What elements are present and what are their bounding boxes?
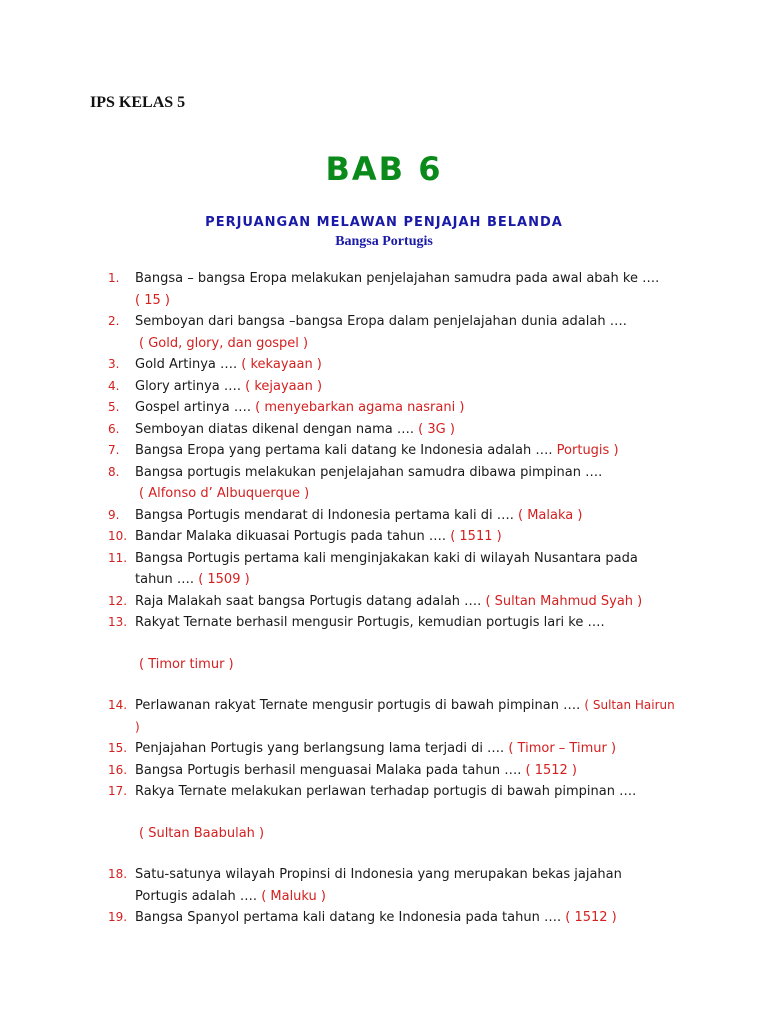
question-text: Bangsa Portugis mendarat di Indonesia pertama kali di …. <box>135 507 514 523</box>
question-item <box>108 738 678 760</box>
question-text: Glory artinya …. <box>135 378 241 394</box>
question-text: Semboyan diatas dikenal dengan nama …. <box>135 421 415 437</box>
question-text: Bangsa Portugis berhasil menguasai Malaka pada tahun …. <box>135 762 522 778</box>
question-answer: ( 1512 ) <box>525 762 577 778</box>
question-answer: ( 3G ) <box>418 421 455 437</box>
question-number: 11. <box>108 550 128 565</box>
question-item <box>108 907 678 929</box>
question-item <box>108 864 678 907</box>
question-number: 12. <box>108 593 128 608</box>
question-number: 8. <box>108 464 120 479</box>
question-number: 1. <box>108 271 120 285</box>
question-text: Penjajahan Portugis yang berlangsung lama terjadi di …. <box>135 741 505 756</box>
question-text: Raja Malakah saat bangsa Portugis datang adalah …. <box>135 593 482 609</box>
question-number: 15. <box>108 741 128 755</box>
question-item <box>108 376 678 398</box>
question-text: Perlawanan rakyat Ternate mengusir portugis di bawah pimpinan …. <box>135 698 581 713</box>
question-number: 2. <box>108 314 120 328</box>
question-number: 16. <box>108 762 128 777</box>
question-text: Bangsa portugis melakukan penjelajahan samudra dibawa pimpinan …. <box>135 464 603 480</box>
question-text: Bangsa Spanyol pertama kali datang ke Indonesia pada tahun …. <box>135 910 562 925</box>
question-answer: ( Timor timur ) <box>139 656 234 672</box>
question-item <box>108 440 678 462</box>
question-text: Gospel artinya …. <box>135 400 251 415</box>
question-answer: ( 1511 ) <box>450 529 502 544</box>
question-number: 13. <box>108 615 128 629</box>
question-answer: ( Sultan Baabulah ) <box>139 825 265 841</box>
question-text: Satu-satunya wilayah Propinsi di Indonesia yang merupakan bekas jajahan Portugis adalah …. <box>135 867 622 904</box>
question-number: 4. <box>108 378 120 393</box>
question-text: Bangsa Eropa yang pertama kali datang ke Indonesia adalah …. <box>135 443 553 458</box>
question-answer: ( Gold, glory, dan gospel ) <box>139 335 309 351</box>
question-number: 17. <box>108 784 128 798</box>
question-text: Bandar Malaka dikuasai Portugis pada tahun …. <box>135 529 447 544</box>
question-number: 19. <box>108 910 128 924</box>
question-answer: ( menyebarkan agama nasrani ) <box>255 400 465 415</box>
question-answer: ( 1512 ) <box>565 910 617 925</box>
question-text: Bangsa Portugis pertama kali menginjakakan kaki di wilayah Nusantara pada tahun …. <box>135 550 638 587</box>
question-number: 7. <box>108 443 120 457</box>
question-number: 5. <box>108 400 120 414</box>
question-item <box>108 612 678 695</box>
chapter-heading: BAB 6 <box>325 150 443 188</box>
question-text: Semboyan dari bangsa –bangsa Eropa dalam penjelajahan dunia adalah …. <box>135 314 627 329</box>
question-answer: ( Alfonso d’ Albuquerque ) <box>139 486 310 501</box>
question-number: 18. <box>108 867 128 881</box>
question-answer: ( Maluku ) <box>261 888 326 904</box>
question-answer: ( Sultan Mahmud Syah ) <box>485 593 643 609</box>
question-item <box>108 397 678 419</box>
question-number: 9. <box>108 507 120 522</box>
subject-label: IPS KELAS 5 <box>90 94 186 111</box>
question-answer: ( kekayaan ) <box>241 357 322 372</box>
question-answer: ( Timor – Timur ) <box>508 741 617 756</box>
question-item <box>108 505 678 527</box>
question-item <box>108 760 678 782</box>
question-text: Rakya Ternate melakukan perlawan terhadap portugis di bawah pimpinan …. <box>135 784 637 799</box>
page-title: PERJUANGAN MELAWAN PENJAJAH BELANDA <box>205 215 563 230</box>
question-answer: ( Malaka ) <box>518 507 583 523</box>
question-item <box>108 419 678 441</box>
question-answer: Portugis ) <box>556 443 619 458</box>
question-text: Gold Artinya …. <box>135 357 238 372</box>
question-item <box>108 591 678 613</box>
question-answer: ( kejayaan ) <box>245 378 323 394</box>
page-subtitle: Bangsa Portugis <box>335 234 433 249</box>
question-number: 14. <box>108 698 128 712</box>
question-item <box>108 354 678 376</box>
question-answer: ( 15 ) <box>135 292 170 308</box>
question-item <box>108 311 678 354</box>
question-text: Bangsa – bangsa Eropa melakukan penjelajahan samudra pada awal abah ke …. <box>135 271 660 286</box>
question-answer: ( Sultan Hairun ) <box>135 698 675 734</box>
question-number: 3. <box>108 357 120 371</box>
question-item <box>108 268 678 311</box>
question-number: 10. <box>108 529 128 543</box>
question-answer: ( 1509 ) <box>198 572 250 587</box>
question-item <box>108 548 678 591</box>
question-item <box>108 462 678 505</box>
question-item <box>108 695 678 738</box>
question-item <box>108 526 678 548</box>
question-list <box>108 268 678 929</box>
question-number: 6. <box>108 421 120 436</box>
question-text: Rakyat Ternate berhasil mengusir Portugis, kemudian portugis lari ke …. <box>135 615 605 630</box>
question-item <box>108 781 678 864</box>
